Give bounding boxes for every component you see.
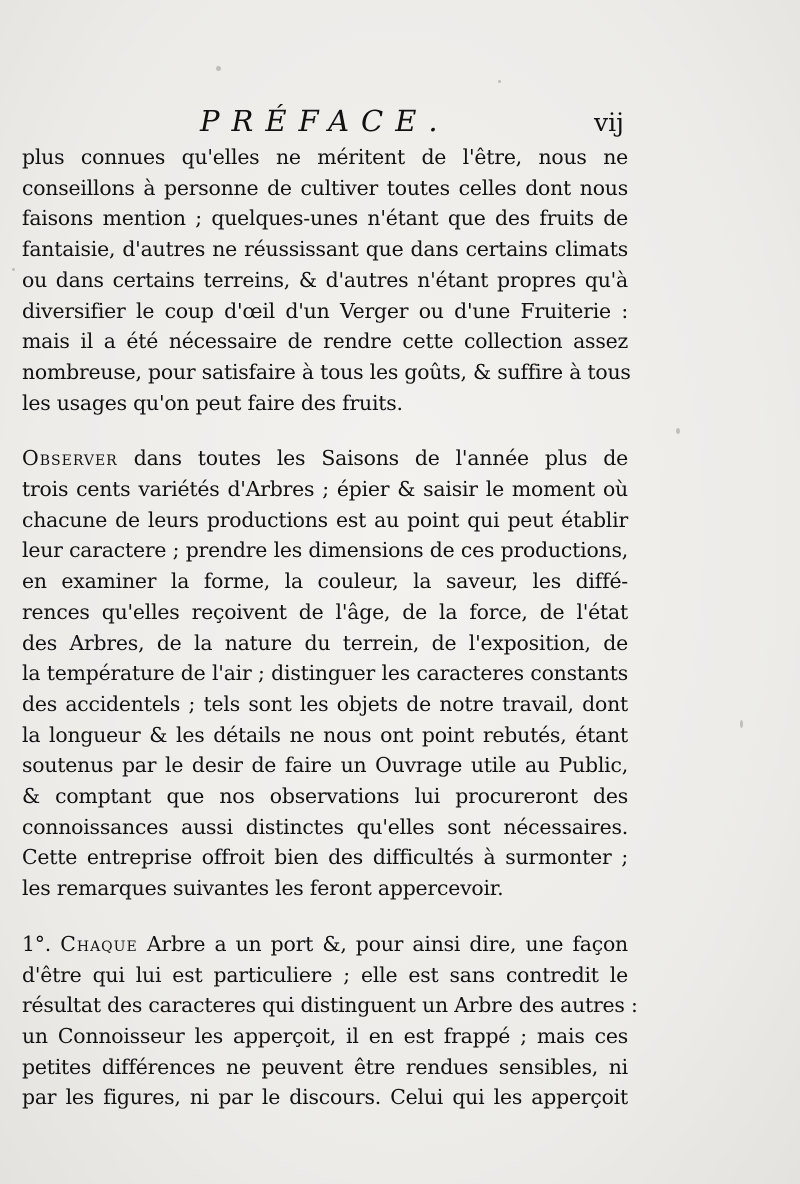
text-fragment: Arbre a un port &, pour ainsi dire, une façon (137, 931, 628, 956)
text-line: mais il a été nécessaire de rendre cette collection assez (22, 329, 628, 354)
text-line: résultat des caracteres qui distinguent un Arbre des autres : (22, 993, 638, 1018)
text-line: ou dans certains terreins, & d'autres n'étant propres qu'à (22, 267, 628, 292)
text-line: la longueur & les détails ne nous ont point rebutés, étant (22, 722, 628, 747)
text-line: faisons mention ; quelques-unes n'étant que des fruits de (22, 206, 628, 231)
text-line: plus connues qu'elles ne méritent de l'être, nous ne (22, 145, 628, 169)
text-line: chacune de leurs productions est au point qui peut établir (22, 507, 628, 532)
text-line: un Connoisseur les apperçoit, il en est frappé ; mais ces (22, 1023, 628, 1048)
paper-speck (676, 428, 680, 434)
paper-speck (216, 66, 221, 71)
page-header (0, 102, 800, 142)
text-line: & comptant que nos observations lui procureront des (22, 784, 628, 809)
text-line: d'être qui lui est particuliere ; elle est sans contredit le (22, 962, 628, 987)
lead-word: Observer (22, 446, 118, 471)
text-line: leur caractere ; prendre les dimensions de ces productions, (22, 538, 628, 563)
text-line: la température de l'air ; distinguer les caracteres constants (22, 661, 628, 686)
text-line: les usages qu'on peut faire des fruits. (22, 390, 403, 415)
item-number: 1°. (22, 931, 61, 956)
text-line (22, 929, 628, 960)
paper-speck (12, 268, 15, 271)
paragraph-3 (22, 929, 638, 1113)
text-line: des Arbres, de la nature du terrein, de l'exposition, de (22, 630, 628, 655)
text-line: trois cents variétés d'Arbres ; épier & saisir le moment où (22, 477, 628, 502)
text-line: conseillons à personne de cultiver toutes celles dont nous (22, 175, 628, 200)
page-number: vij (594, 108, 624, 137)
lead-word: Chaque (60, 931, 138, 956)
running-title: PRÉFACE. (200, 104, 450, 138)
text-line: Cette entreprise offroit bien des difficultés à surmonter ; (22, 845, 628, 870)
text-line: par les figures, ni par le discours. Celui qui les apperçoit (22, 1085, 628, 1110)
paper-speck (498, 80, 501, 83)
text-line: soutenus par le desir de faire un Ouvrage utile au Public, (22, 753, 628, 778)
paragraph-2 (22, 443, 628, 904)
text-fragment: dans toutes les Saisons de l'année plus de (117, 446, 628, 471)
text-line: petites différences ne peuvent être rendues sensibles, ni (22, 1054, 628, 1079)
text-line: les remarques suivantes les feront appercevoir. (22, 876, 504, 901)
text-line: rences qu'elles reçoivent de l'âge, de la force, de l'état (22, 599, 628, 624)
text-line: nombreuse, pour satisfaire à tous les goûts, & suffire à tous (22, 359, 631, 384)
paragraph-1 (22, 142, 631, 418)
paper-speck (740, 720, 743, 728)
text-line: fantaisie, d'autres ne réussissant que dans certains climats (22, 237, 628, 262)
text-line: en examiner la forme, la couleur, la saveur, les diffé- (22, 569, 628, 594)
text-line: connoissances aussi distinctes qu'elles sont nécessaires. (22, 814, 628, 839)
text-line (22, 443, 628, 474)
body-text (22, 142, 638, 1113)
text-line: diversifier le coup d'œil d'un Verger ou d'une Fruiterie : (22, 298, 628, 323)
text-line: des accidentels ; tels sont les objets de notre travail, dont (22, 691, 628, 716)
